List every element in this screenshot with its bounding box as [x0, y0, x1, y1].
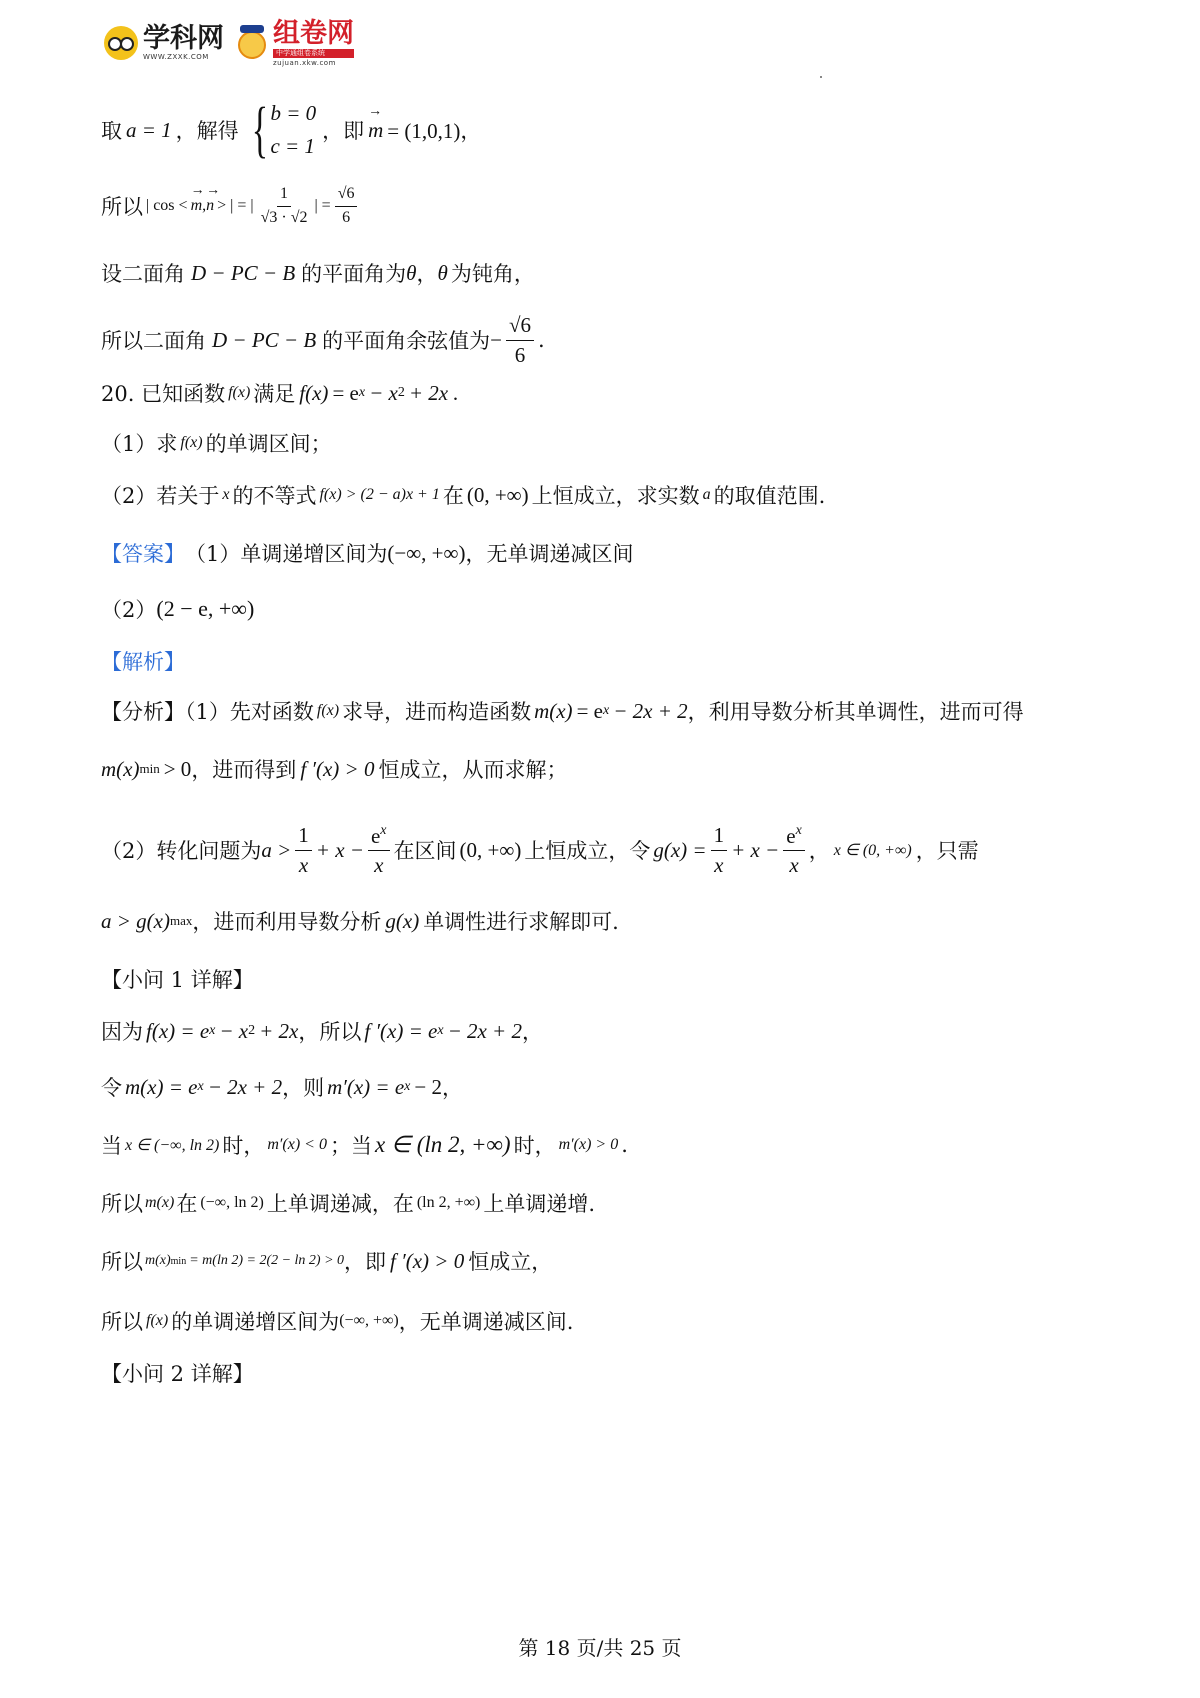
- text: 【分析】（1）先对函数: [101, 700, 314, 724]
- denominator: 6: [342, 208, 351, 226]
- math: f ′(x) = e: [364, 1018, 438, 1043]
- text: 因为: [101, 1020, 143, 1044]
- math: + 2x: [259, 1018, 299, 1043]
- text: 恒成立，: [468, 1250, 553, 1274]
- denominator: x: [714, 852, 724, 877]
- math: f ′(x) > 0: [390, 1248, 465, 1273]
- text: 上恒成立，令: [524, 839, 651, 863]
- vector-m: → m: [191, 197, 203, 215]
- text: ，所以: [298, 1020, 362, 1044]
- vector-n: → n: [206, 197, 214, 215]
- vector-m: → m: [368, 118, 383, 143]
- math: > 0: [163, 756, 192, 781]
- text: 令: [101, 1076, 122, 1100]
- math: = e: [332, 380, 359, 405]
- denominator: x: [298, 852, 309, 877]
- text: 为钝角，: [450, 262, 535, 286]
- math: > | = |: [217, 197, 254, 214]
- math: m(x): [101, 756, 140, 781]
- text: （2）若关于: [101, 484, 220, 508]
- text: ，即: [322, 119, 365, 143]
- fraction: [506, 313, 534, 366]
- text: 的单调区间；: [205, 432, 332, 456]
- math: D − PC − B: [212, 327, 317, 352]
- math: x ∈ (−∞, ln 2): [125, 1137, 220, 1154]
- page-number: 第 18 页/共 25 页: [518, 1636, 682, 1660]
- subquestion-2-heading: [101, 1358, 254, 1388]
- math: m(x): [145, 1253, 171, 1268]
- math: = (1,0,1)，: [387, 119, 482, 143]
- analysis-line-1: [101, 696, 1024, 726]
- line-cos-result: [101, 310, 545, 370]
- text: ，只需: [915, 839, 979, 863]
- text: 所以: [101, 1250, 143, 1274]
- math: x: [222, 486, 230, 503]
- solution-line-4: [101, 1188, 595, 1218]
- math: m′(x) > 0: [558, 1136, 619, 1153]
- text: 在: [176, 1192, 198, 1216]
- math: f(x): [146, 1312, 169, 1329]
- numerator: 1: [711, 823, 728, 850]
- text: ，解得: [175, 119, 239, 143]
- math: θ: [406, 260, 417, 285]
- solution-line-5: [101, 1246, 552, 1276]
- fraction: [295, 823, 312, 876]
- exponent: x: [197, 1079, 204, 1094]
- mascot-icon: [236, 25, 268, 61]
- analysis-tag: 【解析】: [101, 650, 185, 674]
- math: m′(x) = e: [327, 1074, 405, 1099]
- text: （1）单调递增区间为: [185, 542, 388, 566]
- exponent: x: [358, 385, 366, 400]
- math: f(x) = e: [146, 1018, 210, 1043]
- math: f(x): [228, 384, 251, 401]
- math: − 2x + 2: [613, 698, 688, 723]
- math: + x −: [731, 837, 780, 862]
- math: x ∈ (ln 2, +∞): [374, 1132, 511, 1157]
- subscript: max: [169, 913, 193, 928]
- numerator: √6: [335, 185, 358, 206]
- text: 的单调递增区间为: [171, 1310, 340, 1334]
- numerator: √6: [506, 313, 534, 340]
- numerator: e: [786, 823, 796, 848]
- text: 【小问 1 详解】: [101, 968, 254, 992]
- text: 时，: [513, 1134, 556, 1158]
- math: θ: [437, 260, 448, 285]
- math: m(x): [145, 1194, 175, 1211]
- subquestion-1-heading: [101, 964, 254, 994]
- numerator: e: [370, 823, 381, 848]
- scan-dot: [820, 76, 822, 78]
- math: − 2x + 2: [447, 1018, 522, 1043]
- math: f(x): [180, 434, 203, 451]
- text: 在: [442, 484, 464, 508]
- math: + x −: [315, 837, 364, 862]
- system-row-2: c = 1: [270, 134, 315, 158]
- math: f(x): [299, 380, 329, 405]
- text: ，则: [282, 1076, 325, 1100]
- math: m′(x) < 0: [267, 1136, 327, 1153]
- math: − 2: [414, 1074, 442, 1099]
- text: 所以二面角: [101, 329, 206, 353]
- text: 当: [101, 1134, 122, 1158]
- logo2-sub: zujuan.xkw.com: [273, 58, 336, 67]
- text: ，利用导数分析其单调性，进而可得: [687, 700, 1024, 724]
- math: = m(ln 2) = 2(2 − ln 2) > 0: [189, 1253, 345, 1268]
- text: 上恒成立，求实数: [531, 484, 700, 508]
- math: a > g(x): [101, 908, 170, 933]
- text: .: [621, 1133, 628, 1157]
- equation-system: { b = 0 c = 1: [251, 96, 317, 164]
- math: (−∞, +∞): [339, 1312, 399, 1329]
- math: a = 1: [126, 117, 172, 142]
- denominator: x: [789, 853, 799, 877]
- text: ，即: [344, 1250, 387, 1274]
- text: ，: [416, 262, 438, 286]
- logo1-sub: WWW.ZXXK.COM: [143, 53, 209, 61]
- exponent: x: [795, 822, 802, 838]
- text: .: [538, 328, 545, 352]
- fraction: [258, 185, 311, 227]
- math: − 2x + 2: [207, 1074, 283, 1099]
- text: 设二面角: [101, 262, 185, 286]
- text: ，无单调递减区间.: [398, 1310, 574, 1334]
- math: = e: [576, 698, 603, 723]
- text: 取: [101, 119, 122, 143]
- answer-tag: 【答案】: [101, 542, 185, 566]
- analysis-heading: [101, 646, 185, 676]
- math: f ′(x) > 0: [300, 756, 375, 781]
- owl-face-icon: [104, 26, 138, 60]
- math: g(x) =: [653, 837, 707, 862]
- line-dihedral-angle: [101, 258, 535, 288]
- fraction: [711, 823, 728, 876]
- text: ，进而利用导数分析: [192, 910, 382, 934]
- zxxk-logo: [104, 25, 224, 61]
- text: （2）转化问题为: [101, 839, 262, 863]
- math: (0, +∞): [466, 482, 529, 507]
- math: m(x) = e: [125, 1074, 198, 1099]
- exponent: x: [602, 703, 610, 718]
- math: (2 − e, +∞): [156, 596, 255, 621]
- exponent: x: [380, 822, 387, 838]
- fraction: [783, 823, 805, 877]
- text: 所以: [101, 1192, 143, 1216]
- math: m(x): [534, 698, 573, 723]
- text: ，: [521, 1020, 543, 1044]
- line-cos-value: [101, 180, 361, 232]
- math: | cos <: [146, 197, 188, 214]
- denominator: √3 · √2: [260, 208, 308, 226]
- logo2-text: 组卷网: [273, 17, 354, 49]
- text: 的不等式: [232, 484, 317, 508]
- text: 恒成立，从而求解；: [378, 758, 568, 782]
- text: ，: [441, 1076, 463, 1100]
- text: 所以: [101, 195, 143, 219]
- answer-part-1: [101, 538, 634, 568]
- question-20-part-1: [101, 428, 332, 458]
- numerator: 1: [277, 185, 291, 206]
- text: 所以: [101, 1310, 143, 1334]
- math: a: [702, 486, 711, 503]
- math: x ∈ (0, +∞): [833, 842, 912, 859]
- exponent: 2: [248, 1023, 256, 1038]
- text: ，无单调递减区间: [465, 542, 634, 566]
- math: | =: [314, 197, 331, 214]
- text: ，: [808, 839, 830, 863]
- fraction: [368, 823, 390, 877]
- math: (ln 2, +∞): [416, 1194, 481, 1211]
- math: − x: [219, 1018, 249, 1043]
- subscript: min: [170, 1255, 187, 1267]
- solution-line-2: [101, 1072, 463, 1102]
- text: 满足: [253, 382, 296, 406]
- math: a >: [261, 837, 292, 862]
- solution-line-1: [101, 1016, 543, 1046]
- exponent: x: [404, 1079, 411, 1094]
- system-row-1: b = 0: [270, 101, 317, 126]
- text: 【小问 2 详解】: [101, 1362, 254, 1386]
- denominator: 6: [514, 342, 526, 367]
- math: (−∞, +∞): [387, 540, 466, 565]
- text: 的取值范围.: [713, 484, 826, 508]
- subscript: min: [139, 761, 160, 776]
- zujuan-logo: [236, 17, 354, 67]
- math: (−∞, ln 2): [200, 1194, 264, 1211]
- math: (0, +∞): [459, 837, 522, 862]
- numerator: 1: [295, 823, 312, 850]
- logo2-bar: 中学通组卷系统: [273, 49, 354, 58]
- analysis-line-2: [101, 754, 567, 784]
- text: ；当: [329, 1134, 372, 1158]
- text: （1）求: [101, 432, 178, 456]
- text: 上单调递减，在: [266, 1192, 414, 1216]
- solution-line-3: [101, 1130, 628, 1160]
- header-logos: [104, 18, 354, 68]
- fraction: [335, 185, 358, 227]
- text: 在区间: [393, 839, 457, 863]
- text: （2）: [101, 598, 157, 622]
- denominator: x: [374, 853, 384, 877]
- question-20-part-2: [101, 480, 825, 510]
- math: f(x) > (2 − a)x + 1: [319, 486, 440, 503]
- math: g(x): [385, 908, 420, 933]
- math: − x: [369, 380, 398, 405]
- logo1-text: 学科网: [143, 23, 224, 54]
- math: ,: [202, 197, 207, 214]
- text: 时，: [222, 1134, 265, 1158]
- exponent: x: [209, 1023, 216, 1038]
- math: + 2x .: [408, 380, 459, 405]
- answer-part-2: [101, 594, 254, 624]
- question-20-stem: [101, 378, 459, 408]
- math: f(x): [316, 702, 340, 719]
- solution-line-6: [101, 1306, 573, 1336]
- text: 的平面角余弦值为: [322, 329, 491, 353]
- exponent: x: [437, 1023, 444, 1038]
- math: D − PC − B: [191, 260, 296, 285]
- text: 20. 已知函数: [101, 382, 226, 406]
- text: 求导，进而构造函数: [342, 700, 532, 724]
- exponent: 2: [397, 385, 405, 400]
- text: ，进而得到: [191, 758, 297, 782]
- math: −: [490, 327, 503, 352]
- line-solve-system: [101, 96, 482, 164]
- analysis-line-3: [101, 820, 979, 880]
- analysis-line-4: [101, 906, 619, 936]
- text: 上单调递增.: [483, 1192, 596, 1216]
- text: 的平面角为: [301, 262, 407, 286]
- text: 单调性进行求解即可.: [423, 910, 619, 934]
